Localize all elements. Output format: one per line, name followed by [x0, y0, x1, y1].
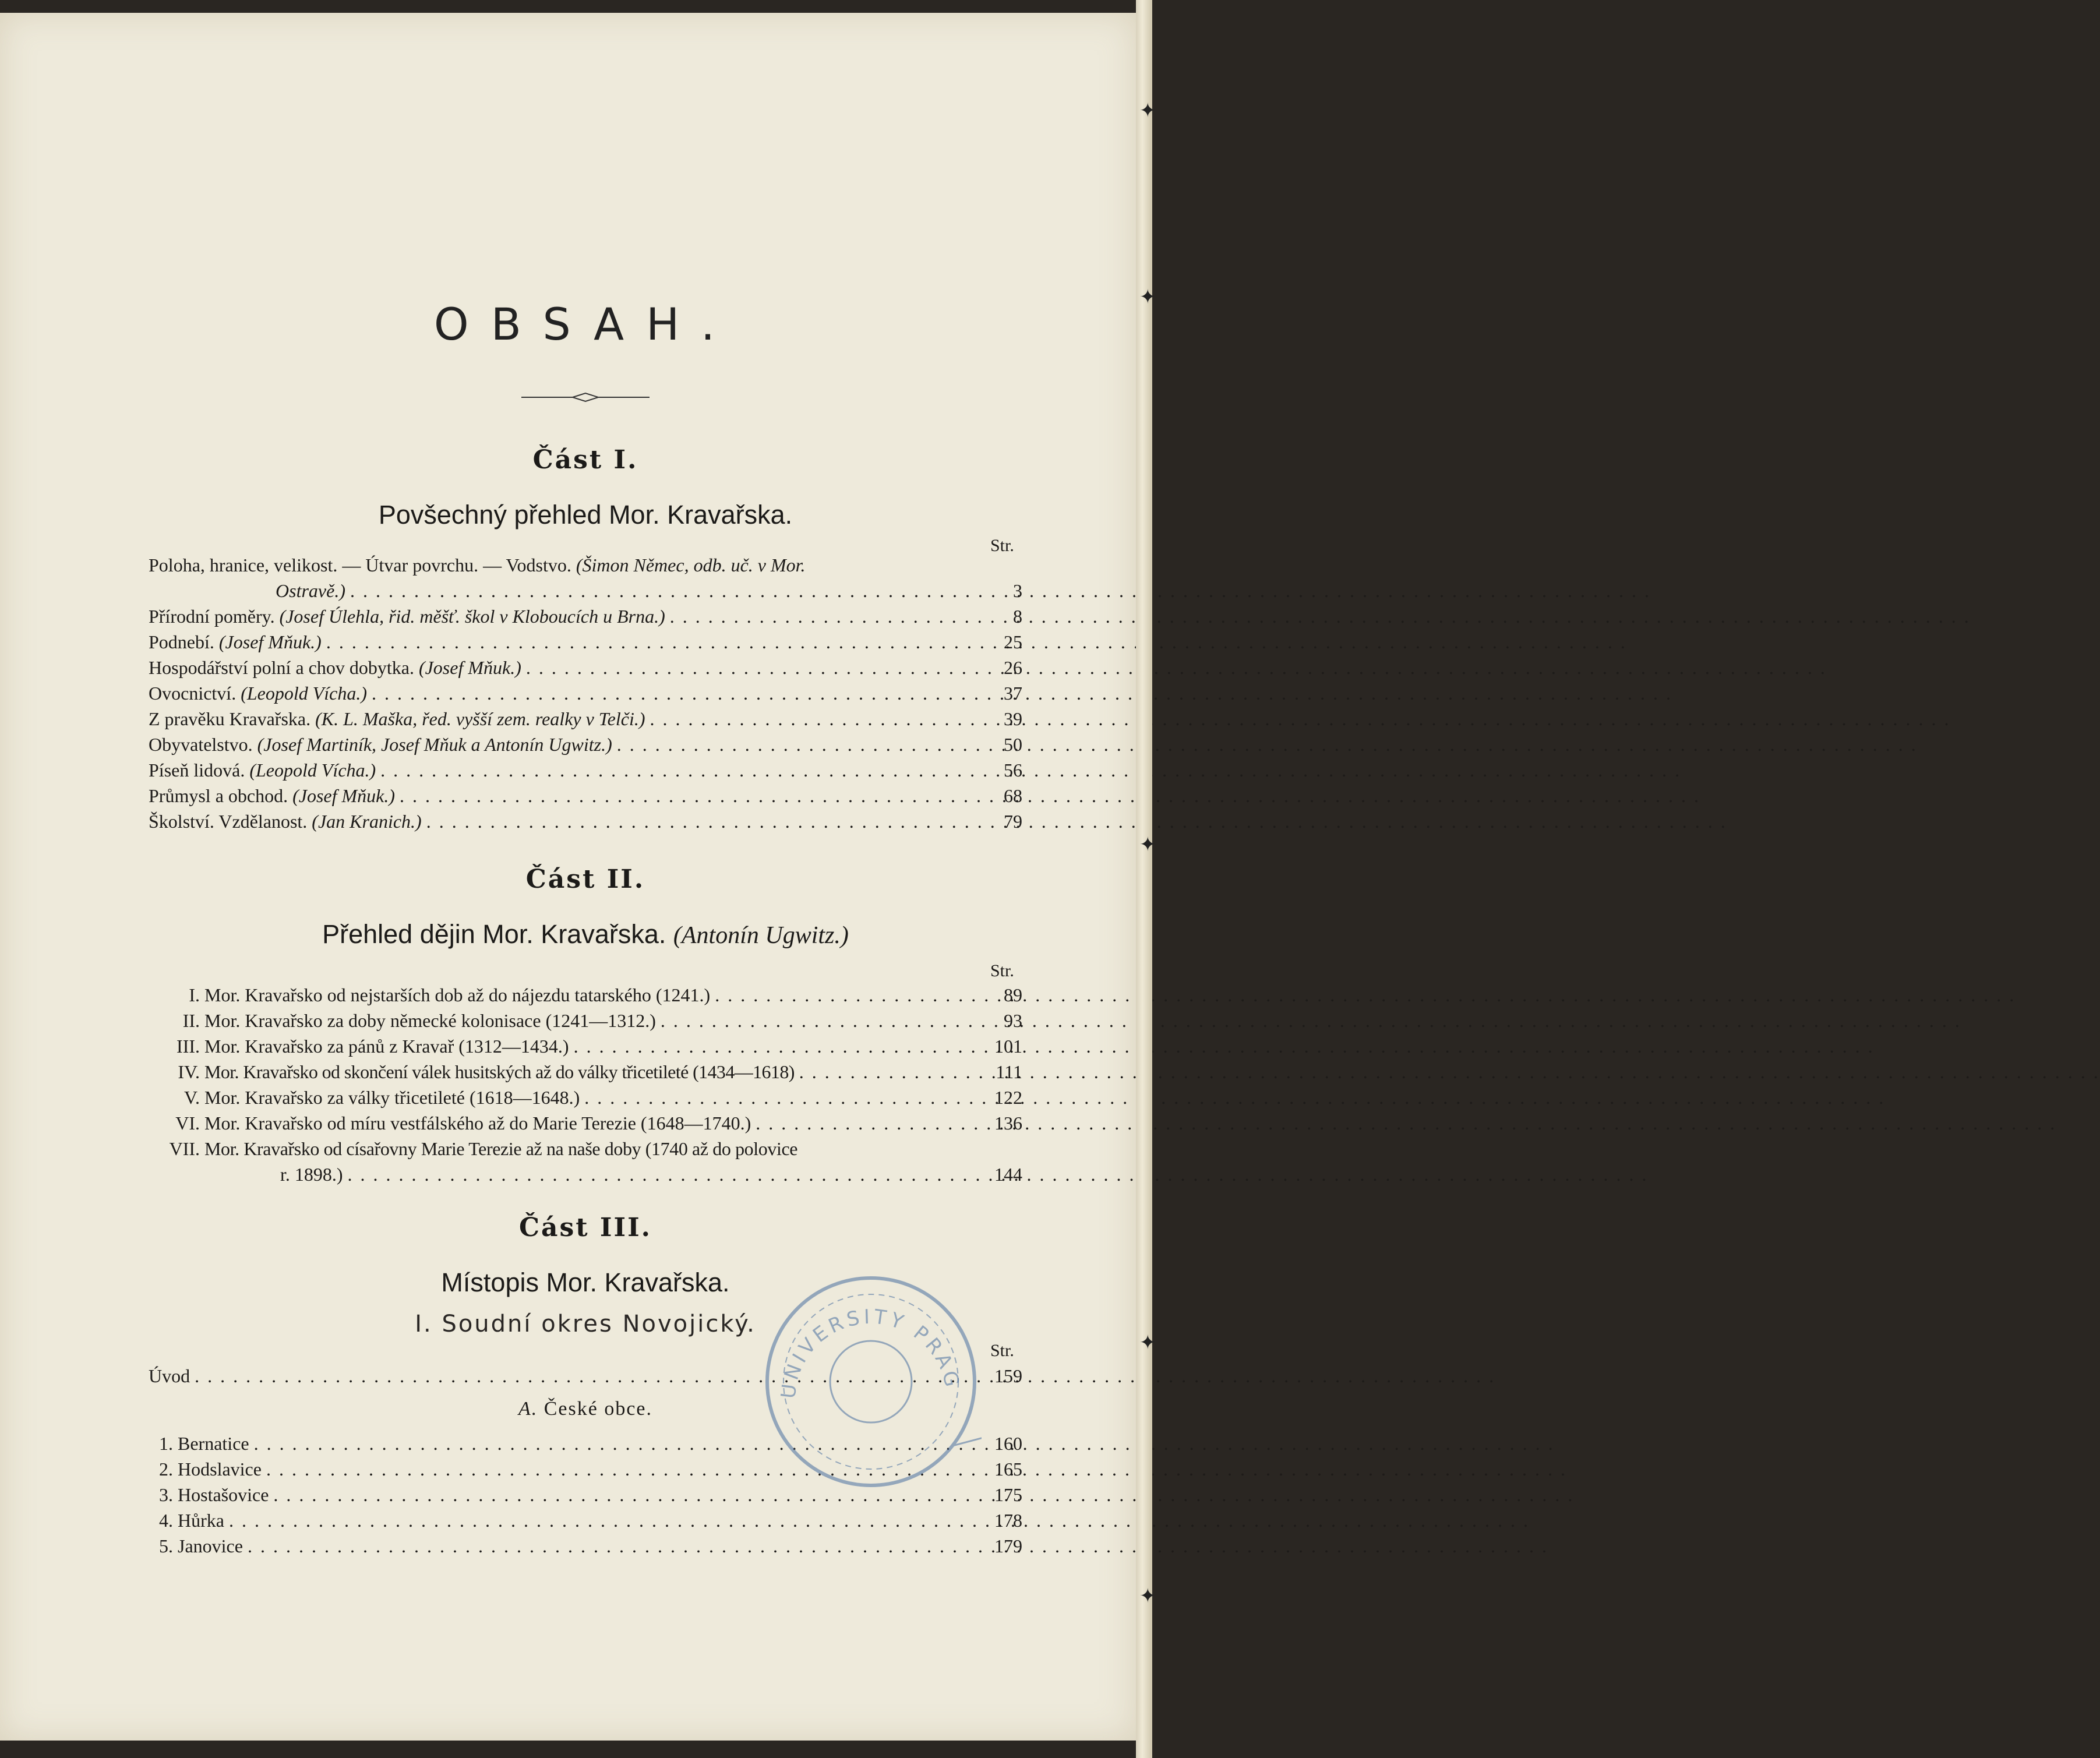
entry-label: Úvod — [149, 1365, 190, 1386]
book-page — [0, 13, 1136, 1741]
page-number: 159 — [994, 1365, 1022, 1386]
roman-numeral: VII. — [169, 1138, 200, 1159]
entry-label: Mor. Kravařsko od skončení válek husitských až do války třicetileté (1434—1618) — [204, 1061, 795, 1082]
subsection-title: I. Soudní okres Novojický. — [415, 1311, 756, 1337]
roman-numeral: III. — [177, 1036, 200, 1057]
entry-label: Obyvatelstvo. — [149, 734, 257, 755]
toc-entry[interactable] — [149, 783, 1022, 809]
entry-author: (Leopold Vícha.) — [249, 760, 376, 781]
page-number: 101 — [994, 1036, 1022, 1057]
toc-entry[interactable] — [149, 982, 1022, 1008]
library-stamp — [760, 1271, 982, 1492]
entry-label: Hostašovice — [178, 1484, 269, 1505]
entry-label: Hospodářství polní a chov dobytka. — [149, 657, 419, 678]
page-number: 136 — [994, 1113, 1022, 1134]
page-number: 26 — [1004, 657, 1022, 678]
page-number: 165 — [994, 1459, 1022, 1480]
entry-number: 1. — [159, 1433, 173, 1454]
toc-entry[interactable] — [149, 603, 1022, 629]
page-number: 8 — [1013, 606, 1022, 627]
toc-entry[interactable] — [149, 809, 1022, 834]
entry-number: 3. — [159, 1484, 173, 1505]
toc-entry[interactable] — [149, 655, 1022, 680]
page-number: 178 — [994, 1510, 1022, 1531]
str-label: Str. — [990, 536, 1014, 555]
stamp-text: UNIVERSITY PRAG — [777, 1305, 965, 1400]
entry-label: Mor. Kravařsko za pánů z Kravař (1312—1434.) — [204, 1036, 569, 1057]
entry-label: Průmysl a obchod. — [149, 785, 293, 806]
entry-author: (Leopold Vícha.) — [241, 683, 368, 704]
page-number: 3 — [1013, 580, 1022, 601]
toc-entry-continuation[interactable] — [149, 578, 1022, 603]
toc-entry[interactable] — [149, 1508, 1022, 1533]
str-label: Str. — [990, 961, 1014, 980]
entry-label: Poloha, hranice, velikost. — Útvar povrchu. — Vodstvo. — [149, 555, 576, 576]
part-heading-2: Část II. — [525, 864, 645, 894]
binding-mark: ✦ — [1139, 99, 1156, 122]
svg-text:UNIVERSITY PRAG — [777, 1305, 964, 1400]
entry-label: Bernatice — [178, 1433, 249, 1454]
entry-label: Hůrka — [178, 1510, 224, 1531]
entry-label: Hodslavice — [178, 1459, 262, 1480]
page-number: 50 — [1004, 734, 1022, 755]
page-number: 37 — [1004, 683, 1022, 704]
group-prefix: A. — [518, 1398, 538, 1420]
section-title-2 — [149, 919, 1022, 949]
toc-entry-continuation[interactable] — [149, 1162, 1022, 1187]
entry-label: Podnebí. — [149, 631, 219, 652]
entry-author: (Josef Martiník, Josef Mňuk a Antonín Ugwitz.) — [257, 734, 612, 755]
section-author: (Antonín Ugwitz.) — [673, 922, 849, 949]
entry-label: Z pravěku Kravařska. — [149, 708, 316, 729]
toc-entry[interactable] — [149, 1136, 1022, 1162]
page-number: 179 — [994, 1535, 1022, 1556]
page-number: 122 — [994, 1087, 1022, 1108]
page-number: 68 — [1004, 785, 1022, 806]
entry-label: Mor. Kravařsko za doby německé kolonisace (1241—1312.) — [204, 1010, 656, 1031]
entry-label: Školství. Vzdělanost. — [149, 811, 312, 832]
entry-author: (Josef Mňuk.) — [418, 657, 521, 678]
page-number: 89 — [1004, 984, 1022, 1005]
binding-mark: ✦ — [1139, 1584, 1156, 1608]
toc-entry[interactable] — [149, 757, 1022, 783]
toc-entry[interactable] — [149, 1033, 1022, 1059]
toc-entry[interactable] — [149, 552, 1022, 578]
entry-label: Mor. Kravařsko od míru vestfálského až do Marie Terezie (1648—1740.) — [204, 1113, 751, 1134]
entry-number: 4. — [159, 1510, 173, 1531]
toc-entry[interactable] — [149, 629, 1022, 655]
entry-label: Janovice — [178, 1535, 243, 1556]
entry-author: (Jan Kranich.) — [312, 811, 422, 832]
page-number: 111 — [996, 1061, 1022, 1082]
roman-numeral: IV. — [178, 1061, 200, 1082]
group-title: České obce. — [543, 1398, 653, 1420]
entry-label: Mor. Kravařsko od nejstarších dob až do nájezdu tatarského (1241.) — [204, 984, 711, 1005]
binding-mark: ✦ — [1139, 833, 1156, 856]
roman-numeral: VI. — [175, 1113, 200, 1134]
entry-continuation: r. 1898.) — [280, 1164, 343, 1185]
section-title-1: Povšechný přehled Mor. Kravařska. — [378, 500, 793, 529]
toc-entry[interactable] — [149, 1085, 1022, 1110]
str-label: Str. — [990, 1341, 1014, 1360]
ornament-divider — [521, 390, 650, 404]
entry-continuation: Ostravě.) — [276, 580, 345, 601]
roman-numeral: V. — [184, 1087, 200, 1108]
entry-number: 2. — [159, 1459, 173, 1480]
entry-label: Mor. Kravařsko od císařovny Marie Terezie až na naše doby (1740 až do polovice — [204, 1138, 798, 1159]
entry-label: Mor. Kravařsko za války třicetileté (1618—1648.) — [204, 1087, 580, 1108]
page-number: 93 — [1004, 1010, 1022, 1031]
toc-entry[interactable] — [149, 1059, 1022, 1085]
toc-entry[interactable] — [149, 1110, 1022, 1136]
entry-author: (Josef Mňuk.) — [292, 785, 396, 806]
section-title-text: Přehled dějin Mor. Kravařska. — [322, 919, 666, 949]
roman-numeral: I. — [189, 984, 200, 1005]
entry-label: Píseň lidová. — [149, 760, 250, 781]
toc-entry[interactable] — [149, 680, 1022, 706]
page-number: 175 — [994, 1484, 1022, 1505]
section-title-3: Místopis Mor. Kravařska. — [441, 1268, 730, 1297]
entry-author: (Josef Úlehla, řid. měšť. škol v Kloboucích u Brna.) — [279, 606, 665, 627]
entry-label: Ovocnictví. — [149, 683, 241, 704]
entry-number: 5. — [159, 1535, 173, 1556]
page-title: OBSAH. — [433, 298, 737, 350]
entry-author: (K. L. Maška, řed. vyšší zem. realky v Telči.) — [315, 708, 645, 729]
toc-entry[interactable] — [149, 1533, 1022, 1559]
page-number: 160 — [994, 1433, 1022, 1454]
toc-entry[interactable] — [149, 706, 1022, 732]
toc-entry[interactable] — [149, 732, 1022, 757]
book-spine-edge — [1136, 0, 1156, 1758]
binding-mark: ✦ — [1139, 1331, 1156, 1354]
page-number: 25 — [1004, 631, 1022, 652]
entry-label: Přírodní poměry. — [149, 606, 280, 627]
page-number: 79 — [1004, 811, 1022, 832]
entry-author: (Šimon Němec, odb. uč. v Mor. — [576, 555, 806, 576]
page-number: 56 — [1004, 760, 1022, 781]
page-number: 39 — [1004, 708, 1022, 729]
part-heading-1: Část I. — [532, 445, 638, 475]
toc-entry[interactable] — [149, 1008, 1022, 1033]
part-heading-3: Část III. — [518, 1213, 652, 1242]
binding-mark: ✦ — [1139, 285, 1156, 309]
roman-numeral: II. — [182, 1010, 200, 1031]
entry-author: (Josef Mňuk.) — [218, 631, 322, 652]
page-number: 144 — [994, 1164, 1022, 1185]
